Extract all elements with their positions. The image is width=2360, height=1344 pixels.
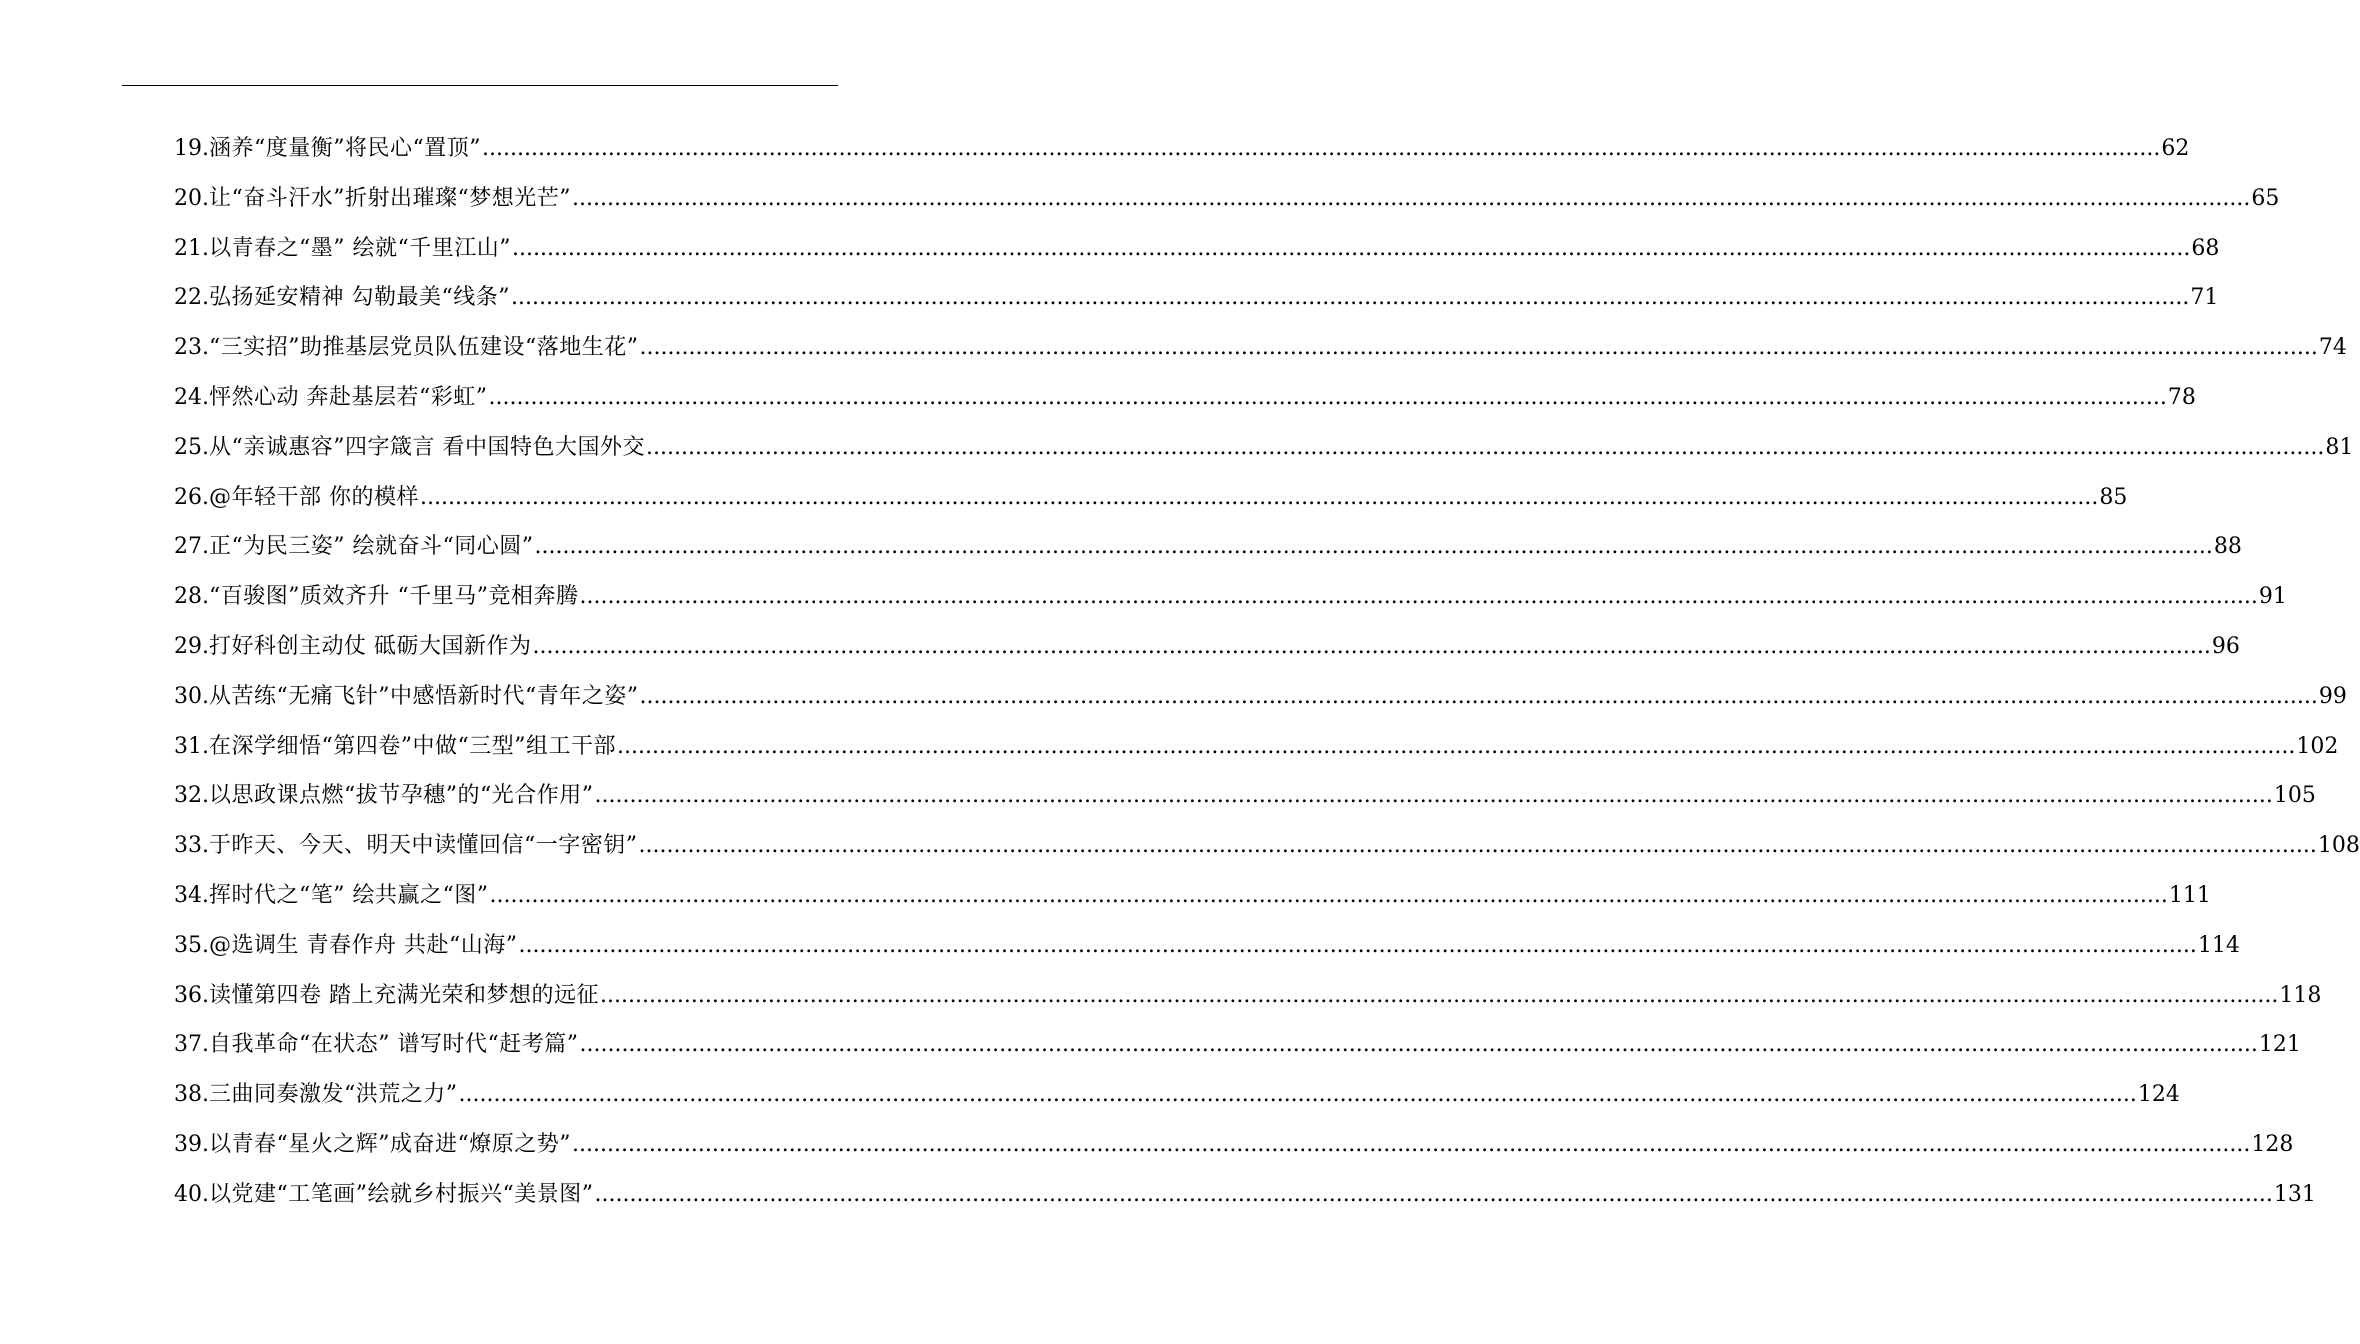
toc-entry-number: 23. bbox=[174, 335, 209, 361]
toc-entry-title: 怦然心动 奔赴基层若“彩虹” bbox=[209, 384, 488, 410]
toc-entry-title: 涵养“度量衡”将民心“置顶” bbox=[209, 136, 481, 161]
toc-entry-title: 弘扬延安精神 勾勒最美“线条” bbox=[209, 285, 510, 311]
toc-entry[interactable] bbox=[174, 1027, 2301, 1077]
toc-entry-title: 自我革命“在状态” 谱写时代“赶考篇” bbox=[209, 1032, 579, 1058]
toc-entry-page-number: 128 bbox=[2251, 1131, 2294, 1157]
toc-entry[interactable] bbox=[174, 1127, 2294, 1177]
toc-dot-leader bbox=[572, 181, 2250, 217]
toc-entry-number: 37. bbox=[174, 1032, 209, 1058]
toc-entry-title: 从“亲诚惠容”四字箴言 看中国特色大国外交 bbox=[209, 434, 645, 460]
toc-entry-page-number: 118 bbox=[2279, 982, 2322, 1008]
header-rule bbox=[122, 85, 838, 86]
toc-entry-number: 28. bbox=[174, 584, 209, 610]
toc-entry-page-number: 114 bbox=[2197, 932, 2240, 958]
toc-entry-page-number: 121 bbox=[2258, 1032, 2301, 1058]
table-of-contents bbox=[174, 131, 2360, 1227]
toc-entry-page-number: 131 bbox=[2273, 1181, 2316, 1207]
toc-entry-page-number: 81 bbox=[2325, 434, 2354, 460]
toc-entry-number: 36. bbox=[174, 982, 209, 1008]
toc-entry-number: 24. bbox=[174, 384, 209, 410]
toc-entry-page-number: 74 bbox=[2318, 335, 2347, 361]
toc-entry-page-number: 124 bbox=[2137, 1082, 2180, 1108]
toc-entry[interactable] bbox=[174, 280, 2219, 330]
toc-dot-leader bbox=[518, 928, 2196, 964]
toc-entry-title: 让“奋斗汗水”折射出璀璨“梦想光芒” bbox=[209, 185, 571, 211]
toc-entry-title: 于昨天、今天、明天中读懂回信“一字密钥” bbox=[209, 833, 638, 859]
toc-entry[interactable] bbox=[174, 430, 2354, 480]
toc-entry-page-number: 71 bbox=[2190, 285, 2219, 311]
toc-entry-title: 从苦练“无痛飞针”中感悟新时代“青年之姿” bbox=[209, 683, 639, 709]
toc-dot-leader bbox=[489, 380, 2167, 416]
toc-entry-number: 19. bbox=[174, 136, 209, 161]
toc-dot-leader bbox=[595, 1177, 2273, 1213]
toc-entry[interactable] bbox=[174, 928, 2240, 978]
toc-entry[interactable] bbox=[174, 380, 2196, 430]
toc-entry-title: 以党建“工笔画”绘就乡村振兴“美景图” bbox=[209, 1181, 594, 1207]
toc-entry-title: 读懂第四卷 踏上充满光荣和梦想的远征 bbox=[209, 982, 599, 1008]
toc-dot-leader bbox=[533, 629, 2211, 665]
toc-entry[interactable] bbox=[174, 131, 2190, 181]
toc-entry-title: 三曲同奏激发“洪荒之力” bbox=[209, 1082, 458, 1108]
toc-dot-leader bbox=[511, 280, 2189, 316]
toc-entry-page-number: 111 bbox=[2168, 882, 2211, 908]
toc-entry-number: 38. bbox=[174, 1082, 209, 1108]
toc-dot-leader bbox=[595, 778, 2273, 814]
toc-entry-title: 在深学细悟“第四卷”中做“三型”组工干部 bbox=[209, 733, 616, 759]
toc-dot-leader bbox=[600, 978, 2278, 1014]
toc-entry-number: 33. bbox=[174, 833, 209, 859]
toc-entry-title: “百骏图”质效齐升 “千里马”竞相奔腾 bbox=[209, 584, 579, 610]
toc-entry-title: 正“为民三姿” 绘就奋斗“同心圆” bbox=[209, 534, 534, 560]
toc-entry-number: 39. bbox=[174, 1131, 209, 1157]
toc-dot-leader bbox=[459, 1077, 2137, 1113]
toc-entry-title: 以青春之“墨” 绘就“千里江山” bbox=[209, 235, 511, 261]
toc-entry[interactable] bbox=[174, 828, 2360, 878]
toc-dot-leader bbox=[640, 330, 2318, 366]
toc-entry-number: 29. bbox=[174, 633, 209, 659]
toc-entry[interactable] bbox=[174, 480, 2128, 530]
toc-dot-leader bbox=[512, 231, 2190, 267]
toc-entry-page-number: 78 bbox=[2167, 384, 2196, 410]
toc-entry-number: 26. bbox=[174, 484, 209, 510]
toc-entry-title: 以思政课点燃“拔节孕穗”的“光合作用” bbox=[209, 783, 594, 809]
toc-dot-leader bbox=[646, 430, 2324, 466]
toc-entry[interactable] bbox=[174, 579, 2287, 629]
toc-entry[interactable] bbox=[174, 878, 2211, 928]
toc-entry-title: 挥时代之“笔” 绘共赢之“图” bbox=[209, 882, 489, 908]
toc-entry-page-number: 91 bbox=[2258, 584, 2287, 610]
toc-entry-number: 22. bbox=[174, 285, 209, 311]
toc-entry[interactable] bbox=[174, 231, 2220, 281]
toc-entry-number: 21. bbox=[174, 235, 209, 261]
toc-entry-number: 31. bbox=[174, 733, 209, 759]
toc-entry-title: 以青春“星火之辉”成奋进“燎原之势” bbox=[209, 1131, 571, 1157]
toc-entry-page-number: 88 bbox=[2213, 534, 2242, 560]
toc-entry[interactable] bbox=[174, 330, 2347, 380]
toc-entry-number: 32. bbox=[174, 783, 209, 809]
toc-entry-page-number: 102 bbox=[2296, 733, 2339, 759]
toc-dot-leader bbox=[572, 1127, 2250, 1163]
toc-entry-title: “三实招”助推基层党员队伍建设“落地生花” bbox=[209, 335, 639, 361]
toc-entry[interactable] bbox=[174, 1177, 2316, 1227]
toc-entry-number: 34. bbox=[174, 882, 209, 908]
toc-entry-page-number: 85 bbox=[2099, 484, 2128, 510]
toc-entry-title: @年轻干部 你的模样 bbox=[209, 484, 419, 510]
toc-entry-title: @选调生 青春作舟 共赴“山海” bbox=[209, 932, 518, 958]
toc-entry[interactable] bbox=[174, 778, 2316, 828]
toc-dot-leader bbox=[579, 579, 2257, 615]
toc-entry-page-number: 62 bbox=[2161, 136, 2190, 161]
toc-entry-title: 打好科创主动仗 砥砺大国新作为 bbox=[209, 633, 532, 659]
toc-entry[interactable] bbox=[174, 978, 2322, 1028]
toc-dot-leader bbox=[534, 529, 2212, 565]
toc-entry[interactable] bbox=[174, 1077, 2180, 1127]
toc-dot-leader bbox=[482, 131, 2160, 167]
toc-entry-page-number: 96 bbox=[2211, 633, 2240, 659]
toc-dot-leader bbox=[617, 729, 2295, 765]
toc-entry-number: 25. bbox=[174, 434, 209, 460]
toc-dot-leader bbox=[420, 480, 2098, 516]
toc-dot-leader bbox=[639, 828, 2317, 864]
toc-entry-page-number: 108 bbox=[2317, 833, 2360, 859]
toc-entry-number: 20. bbox=[174, 185, 209, 211]
toc-dot-leader bbox=[489, 878, 2167, 914]
toc-entry[interactable] bbox=[174, 679, 2347, 729]
toc-entry-number: 35. bbox=[174, 932, 209, 958]
toc-entry-page-number: 68 bbox=[2191, 235, 2220, 261]
toc-entry-number: 27. bbox=[174, 534, 209, 560]
toc-dot-leader bbox=[579, 1027, 2257, 1063]
toc-entry[interactable] bbox=[174, 529, 2242, 579]
toc-entry-number: 40. bbox=[174, 1181, 209, 1207]
toc-entry[interactable] bbox=[174, 181, 2280, 231]
toc-entry-page-number: 65 bbox=[2251, 185, 2280, 211]
toc-entry-page-number: 105 bbox=[2273, 783, 2316, 809]
toc-entry-number: 30. bbox=[174, 683, 209, 709]
toc-entry[interactable] bbox=[174, 629, 2240, 679]
toc-entry[interactable] bbox=[174, 729, 2339, 779]
toc-entry-page-number: 99 bbox=[2318, 683, 2347, 709]
toc-dot-leader bbox=[640, 679, 2318, 715]
